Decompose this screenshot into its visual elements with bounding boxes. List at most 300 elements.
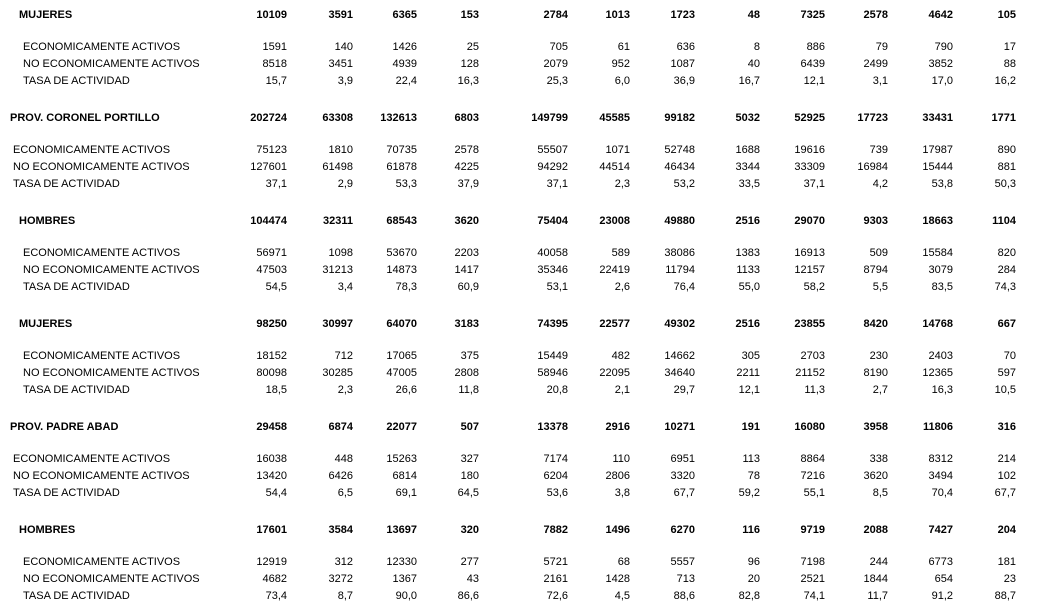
value-cell: 149799 xyxy=(531,112,568,124)
row-label: ECONOMICAMENTE ACTIVOS xyxy=(23,556,181,568)
value-cell: 6,0 xyxy=(614,75,630,87)
value-cell: 68543 xyxy=(386,215,417,227)
value-cell: 1591 xyxy=(262,41,287,53)
value-cell: 8864 xyxy=(800,453,825,465)
row-label: TASA DE ACTIVIDAD xyxy=(23,590,130,602)
value-cell: 712 xyxy=(334,350,353,362)
value-cell: 16,2 xyxy=(994,75,1016,87)
value-cell: 70,4 xyxy=(931,487,953,499)
value-cell: 64,5 xyxy=(457,487,479,499)
data-row xyxy=(0,39,1048,56)
section-title: MUJERES xyxy=(19,318,73,330)
value-cell: 16984 xyxy=(857,161,888,173)
value-cell: 33309 xyxy=(794,161,825,173)
value-cell: 1428 xyxy=(605,573,630,585)
section-title: HOMBRES xyxy=(19,524,76,536)
value-cell: 58,2 xyxy=(803,281,825,293)
value-cell: 1133 xyxy=(736,264,760,276)
value-cell: 316 xyxy=(997,421,1016,433)
row-label: ECONOMICAMENTE ACTIVOS xyxy=(23,350,181,362)
value-cell: 76,4 xyxy=(673,281,695,293)
value-cell: 10109 xyxy=(256,9,287,21)
value-cell: 33431 xyxy=(922,112,953,124)
section-header-row xyxy=(0,418,1048,436)
value-cell: 74,3 xyxy=(994,281,1016,293)
value-cell: 19616 xyxy=(794,144,825,156)
value-cell: 7216 xyxy=(800,470,825,482)
value-cell: 132613 xyxy=(380,112,417,124)
value-cell: 37,1 xyxy=(546,178,568,190)
value-cell: 1426 xyxy=(392,41,417,53)
value-cell: 7325 xyxy=(800,9,825,21)
value-cell: 5557 xyxy=(670,556,695,568)
value-cell: 34640 xyxy=(664,367,695,379)
value-cell: 1104 xyxy=(992,215,1016,227)
data-row xyxy=(0,451,1048,468)
value-cell: 56971 xyxy=(256,247,287,259)
value-cell: 48 xyxy=(747,9,760,21)
value-cell: 58946 xyxy=(537,367,568,379)
value-cell: 52748 xyxy=(664,144,695,156)
value-cell: 713 xyxy=(676,573,695,585)
section-header-row xyxy=(0,109,1048,127)
value-cell: 14768 xyxy=(922,318,953,330)
value-cell: 78 xyxy=(747,470,760,482)
value-cell: 153 xyxy=(460,9,479,21)
value-cell: 68 xyxy=(617,556,630,568)
value-cell: 11,8 xyxy=(458,384,479,396)
value-cell: 22,4 xyxy=(395,75,417,87)
value-cell: 448 xyxy=(334,453,353,465)
value-cell: 88,7 xyxy=(994,590,1016,602)
value-cell: 820 xyxy=(997,247,1016,259)
value-cell: 8,7 xyxy=(337,590,353,602)
value-cell: 16,3 xyxy=(457,75,479,87)
value-cell: 88 xyxy=(1003,58,1016,70)
value-cell: 1771 xyxy=(991,112,1016,124)
value-cell: 35346 xyxy=(537,264,568,276)
value-cell: 2808 xyxy=(454,367,479,379)
value-cell: 94292 xyxy=(537,161,568,173)
value-cell: 4225 xyxy=(454,161,479,173)
value-cell: 128 xyxy=(460,58,479,70)
value-cell: 1688 xyxy=(735,144,760,156)
value-cell: 2403 xyxy=(928,350,953,362)
value-cell: 96 xyxy=(747,556,760,568)
section-title: PROV. PADRE ABAD xyxy=(10,421,119,433)
section-header-row xyxy=(0,521,1048,539)
value-cell: 29070 xyxy=(794,215,825,227)
value-cell: 3852 xyxy=(928,58,953,70)
value-cell: 180 xyxy=(460,470,479,482)
value-cell: 67,7 xyxy=(994,487,1016,499)
table-block xyxy=(0,109,1048,193)
value-cell: 881 xyxy=(997,161,1016,173)
value-cell: 140 xyxy=(334,41,353,53)
value-cell: 6773 xyxy=(928,556,953,568)
section-title: MUJERES xyxy=(19,9,73,21)
value-cell: 17 xyxy=(1003,41,1016,53)
value-cell: 11,3 xyxy=(804,384,825,396)
value-cell: 3451 xyxy=(328,58,353,70)
value-cell: 54,5 xyxy=(265,281,287,293)
value-cell: 191 xyxy=(741,421,760,433)
value-cell: 4,5 xyxy=(614,590,630,602)
row-label: NO ECONOMICAMENTE ACTIVOS xyxy=(13,470,190,482)
data-row xyxy=(0,485,1048,502)
row-label: NO ECONOMICAMENTE ACTIVOS xyxy=(23,264,200,276)
value-cell: 338 xyxy=(869,453,888,465)
value-cell: 102 xyxy=(997,470,1016,482)
value-cell: 2,1 xyxy=(614,384,630,396)
value-cell: 7427 xyxy=(928,524,953,536)
value-cell: 3591 xyxy=(328,9,353,21)
row-label: TASA DE ACTIVIDAD xyxy=(13,487,120,499)
row-label: TASA DE ACTIVIDAD xyxy=(13,178,120,190)
value-cell: 6951 xyxy=(670,453,695,465)
value-cell: 8,5 xyxy=(872,487,888,499)
value-cell: 6,5 xyxy=(337,487,353,499)
value-cell: 507 xyxy=(460,421,479,433)
value-cell: 40 xyxy=(747,58,760,70)
value-cell: 61 xyxy=(617,41,630,53)
value-cell: 63308 xyxy=(322,112,353,124)
value-cell: 61878 xyxy=(386,161,417,173)
value-cell: 6365 xyxy=(392,9,417,21)
value-cell: 60,9 xyxy=(457,281,479,293)
value-cell: 2806 xyxy=(605,470,630,482)
data-row xyxy=(0,56,1048,73)
value-cell: 79 xyxy=(875,41,888,53)
value-cell: 11,7 xyxy=(867,590,888,602)
row-label: TASA DE ACTIVIDAD xyxy=(23,384,130,396)
value-cell: 597 xyxy=(997,367,1016,379)
value-cell: 18,5 xyxy=(265,384,287,396)
value-cell: 4642 xyxy=(928,9,953,21)
value-cell: 3494 xyxy=(928,470,953,482)
section-header-row xyxy=(0,6,1048,24)
value-cell: 320 xyxy=(460,524,479,536)
value-cell: 75123 xyxy=(256,144,287,156)
section-title: HOMBRES xyxy=(19,215,76,227)
value-cell: 15,7 xyxy=(265,75,287,87)
value-cell: 53,6 xyxy=(546,487,568,499)
value-cell: 1844 xyxy=(863,573,888,585)
value-cell: 8312 xyxy=(928,453,953,465)
value-cell: 25,3 xyxy=(546,75,568,87)
value-cell: 29458 xyxy=(256,421,287,433)
value-cell: 2,9 xyxy=(337,178,353,190)
value-cell: 99182 xyxy=(664,112,695,124)
value-cell: 36,9 xyxy=(673,75,695,87)
value-cell: 90,0 xyxy=(395,590,417,602)
data-row xyxy=(0,159,1048,176)
value-cell: 44514 xyxy=(599,161,630,173)
data-row xyxy=(0,262,1048,279)
row-label: NO ECONOMICAMENTE ACTIVOS xyxy=(23,58,200,70)
data-row xyxy=(0,142,1048,159)
value-cell: 6803 xyxy=(454,112,479,124)
value-cell: 6426 xyxy=(328,470,353,482)
value-cell: 8518 xyxy=(262,58,287,70)
value-cell: 22577 xyxy=(599,318,630,330)
data-row xyxy=(0,245,1048,262)
value-cell: 214 xyxy=(997,453,1016,465)
value-cell: 37,1 xyxy=(803,178,825,190)
value-cell: 61498 xyxy=(322,161,353,173)
value-cell: 23008 xyxy=(599,215,630,227)
activity-table xyxy=(0,6,1048,605)
value-cell: 46434 xyxy=(664,161,695,173)
row-label: ECONOMICAMENTE ACTIVOS xyxy=(23,41,181,53)
value-cell: 16,7 xyxy=(738,75,760,87)
value-cell: 8794 xyxy=(863,264,888,276)
value-cell: 7882 xyxy=(543,524,568,536)
value-cell: 38086 xyxy=(664,247,695,259)
value-cell: 636 xyxy=(676,41,695,53)
value-cell: 3584 xyxy=(328,524,353,536)
section-header-row xyxy=(0,315,1048,333)
value-cell: 4682 xyxy=(262,573,287,585)
value-cell: 2,3 xyxy=(614,178,630,190)
table-block xyxy=(0,212,1048,296)
value-cell: 305 xyxy=(741,350,760,362)
value-cell: 4939 xyxy=(392,58,417,70)
row-label: TASA DE ACTIVIDAD xyxy=(23,281,130,293)
value-cell: 72,6 xyxy=(546,590,568,602)
value-cell: 52925 xyxy=(794,112,825,124)
value-cell: 2916 xyxy=(605,421,630,433)
value-cell: 12330 xyxy=(386,556,417,568)
value-cell: 3,9 xyxy=(337,75,353,87)
value-cell: 88,6 xyxy=(673,590,695,602)
value-cell: 23855 xyxy=(794,318,825,330)
value-cell: 17065 xyxy=(386,350,417,362)
value-cell: 82,8 xyxy=(738,590,760,602)
value-cell: 2578 xyxy=(863,9,888,21)
value-cell: 53,2 xyxy=(673,178,695,190)
value-cell: 6439 xyxy=(800,58,825,70)
value-cell: 2,3 xyxy=(337,384,353,396)
value-cell: 22095 xyxy=(599,367,630,379)
value-cell: 7198 xyxy=(800,556,825,568)
value-cell: 31213 xyxy=(322,264,353,276)
value-cell: 3620 xyxy=(454,215,479,227)
value-cell: 74395 xyxy=(537,318,568,330)
data-row xyxy=(0,348,1048,365)
value-cell: 4,2 xyxy=(872,178,888,190)
value-cell: 11794 xyxy=(665,264,695,276)
value-cell: 952 xyxy=(611,58,630,70)
value-cell: 33,5 xyxy=(738,178,760,190)
value-cell: 53,1 xyxy=(546,281,568,293)
value-cell: 2521 xyxy=(800,573,825,585)
value-cell: 113 xyxy=(742,453,760,465)
value-cell: 1367 xyxy=(392,573,417,585)
value-cell: 53670 xyxy=(386,247,417,259)
value-cell: 104474 xyxy=(250,215,287,227)
value-cell: 3,1 xyxy=(872,75,888,87)
value-cell: 10,5 xyxy=(994,384,1016,396)
value-cell: 12157 xyxy=(794,264,825,276)
value-cell: 49302 xyxy=(664,318,695,330)
value-cell: 3320 xyxy=(670,470,695,482)
value-cell: 18152 xyxy=(256,350,287,362)
value-cell: 1098 xyxy=(328,247,353,259)
data-row xyxy=(0,382,1048,399)
value-cell: 80098 xyxy=(256,367,287,379)
value-cell: 16,3 xyxy=(931,384,953,396)
value-cell: 2088 xyxy=(863,524,888,536)
value-cell: 47503 xyxy=(256,264,287,276)
value-cell: 21152 xyxy=(795,367,825,379)
section-header-row xyxy=(0,212,1048,230)
value-cell: 23 xyxy=(1003,573,1016,585)
value-cell: 5032 xyxy=(735,112,760,124)
value-cell: 17,0 xyxy=(931,75,953,87)
value-cell: 16038 xyxy=(256,453,287,465)
section-title: PROV. CORONEL PORTILLO xyxy=(10,112,160,124)
value-cell: 5,5 xyxy=(872,281,888,293)
value-cell: 12365 xyxy=(922,367,953,379)
value-cell: 3,8 xyxy=(614,487,630,499)
value-cell: 110 xyxy=(612,453,630,465)
value-cell: 64070 xyxy=(386,318,417,330)
value-cell: 29,7 xyxy=(673,384,695,396)
value-cell: 70735 xyxy=(386,144,417,156)
value-cell: 54,4 xyxy=(265,487,287,499)
value-cell: 16913 xyxy=(794,247,825,259)
value-cell: 17987 xyxy=(922,144,953,156)
row-label: TASA DE ACTIVIDAD xyxy=(23,75,130,87)
value-cell: 22419 xyxy=(599,264,630,276)
value-cell: 375 xyxy=(460,350,479,362)
value-cell: 13697 xyxy=(386,524,417,536)
value-cell: 59,2 xyxy=(738,487,760,499)
value-cell: 3,4 xyxy=(337,281,353,293)
value-cell: 30285 xyxy=(322,367,353,379)
value-cell: 230 xyxy=(869,350,888,362)
value-cell: 2161 xyxy=(543,573,568,585)
value-cell: 9303 xyxy=(863,215,888,227)
row-label: NO ECONOMICAMENTE ACTIVOS xyxy=(23,573,200,585)
value-cell: 1383 xyxy=(735,247,760,259)
value-cell: 2578 xyxy=(454,144,479,156)
value-cell: 886 xyxy=(806,41,825,53)
value-cell: 1071 xyxy=(605,144,630,156)
value-cell: 739 xyxy=(869,144,888,156)
value-cell: 15584 xyxy=(922,247,953,259)
table-block xyxy=(0,521,1048,605)
value-cell: 83,5 xyxy=(931,281,953,293)
value-cell: 11806 xyxy=(923,421,953,433)
data-row xyxy=(0,571,1048,588)
value-cell: 74,1 xyxy=(803,590,825,602)
value-cell: 6874 xyxy=(328,421,353,433)
data-row xyxy=(0,279,1048,296)
row-label: ECONOMICAMENTE ACTIVOS xyxy=(13,144,171,156)
value-cell: 53,8 xyxy=(931,178,953,190)
value-cell: 13420 xyxy=(256,470,287,482)
value-cell: 20 xyxy=(747,573,760,585)
value-cell: 654 xyxy=(934,573,953,585)
value-cell: 3183 xyxy=(454,318,479,330)
table-block xyxy=(0,418,1048,502)
value-cell: 2211 xyxy=(736,367,760,379)
value-cell: 589 xyxy=(611,247,630,259)
value-cell: 202724 xyxy=(250,112,287,124)
value-cell: 12,1 xyxy=(738,384,760,396)
value-cell: 2203 xyxy=(454,247,479,259)
value-cell: 105 xyxy=(997,9,1016,21)
value-cell: 43 xyxy=(466,573,479,585)
value-cell: 3344 xyxy=(735,161,760,173)
value-cell: 25 xyxy=(466,41,479,53)
value-cell: 16080 xyxy=(794,421,825,433)
value-cell: 26,6 xyxy=(395,384,417,396)
value-cell: 78,3 xyxy=(395,281,417,293)
data-row xyxy=(0,468,1048,485)
value-cell: 8190 xyxy=(863,367,888,379)
value-cell: 244 xyxy=(869,556,888,568)
value-cell: 204 xyxy=(997,524,1016,536)
value-cell: 790 xyxy=(934,41,953,53)
value-cell: 8 xyxy=(753,41,760,53)
value-cell: 37,9 xyxy=(457,178,479,190)
value-cell: 14662 xyxy=(664,350,695,362)
value-cell: 15449 xyxy=(537,350,568,362)
value-cell: 7174 xyxy=(543,453,568,465)
value-cell: 127601 xyxy=(250,161,287,173)
value-cell: 50,3 xyxy=(994,178,1016,190)
value-cell: 6270 xyxy=(670,524,695,536)
value-cell: 91,2 xyxy=(931,590,953,602)
data-row xyxy=(0,554,1048,571)
value-cell: 15444 xyxy=(922,161,953,173)
value-cell: 2,6 xyxy=(614,281,630,293)
value-cell: 75404 xyxy=(537,215,568,227)
value-cell: 98250 xyxy=(256,318,287,330)
value-cell: 69,1 xyxy=(395,487,417,499)
value-cell: 1496 xyxy=(605,524,630,536)
row-label: NO ECONOMICAMENTE ACTIVOS xyxy=(13,161,190,173)
value-cell: 15263 xyxy=(386,453,417,465)
row-label: ECONOMICAMENTE ACTIVOS xyxy=(13,453,171,465)
value-cell: 3620 xyxy=(863,470,888,482)
value-cell: 284 xyxy=(997,264,1016,276)
value-cell: 9719 xyxy=(800,524,825,536)
value-cell: 18663 xyxy=(922,215,953,227)
value-cell: 1087 xyxy=(670,58,695,70)
value-cell: 2,7 xyxy=(872,384,888,396)
value-cell: 3272 xyxy=(328,573,353,585)
value-cell: 327 xyxy=(460,453,479,465)
value-cell: 40058 xyxy=(537,247,568,259)
value-cell: 20,8 xyxy=(546,384,568,396)
value-cell: 312 xyxy=(334,556,353,568)
value-cell: 2079 xyxy=(543,58,568,70)
value-cell: 12,1 xyxy=(803,75,825,87)
value-cell: 890 xyxy=(997,144,1016,156)
value-cell: 10271 xyxy=(664,421,695,433)
value-cell: 8420 xyxy=(863,318,888,330)
value-cell: 3958 xyxy=(863,421,888,433)
row-label: NO ECONOMICAMENTE ACTIVOS xyxy=(23,367,200,379)
value-cell: 30997 xyxy=(322,318,353,330)
value-cell: 2703 xyxy=(800,350,825,362)
value-cell: 37,1 xyxy=(265,178,287,190)
value-cell: 45585 xyxy=(599,112,630,124)
